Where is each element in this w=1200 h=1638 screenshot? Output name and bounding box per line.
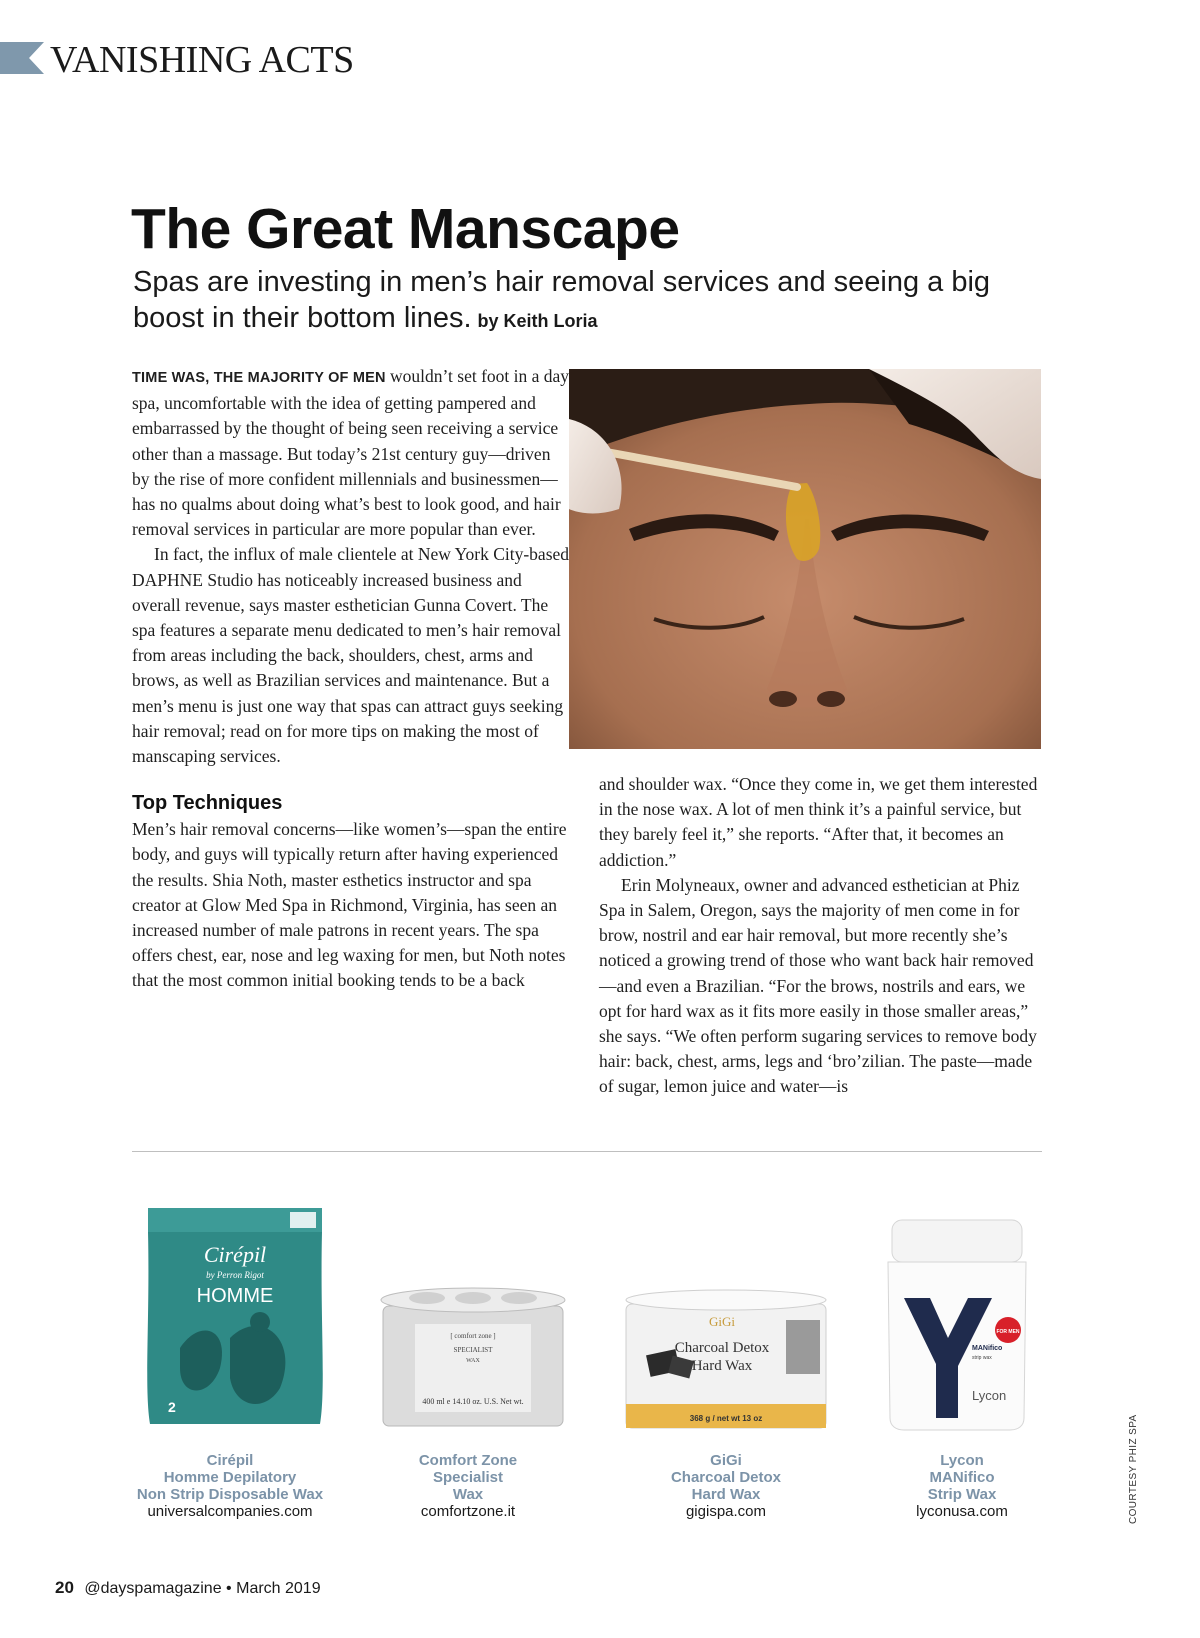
section-divider	[132, 1151, 1042, 1152]
section-header	[0, 39, 420, 81]
cirepil-package-brand: Cirépil	[203, 1242, 267, 1267]
caption-url-comfortzone: comfortzone.it	[420, 1503, 516, 1520]
section-tab-marker	[0, 42, 44, 74]
lycon-package-brand: Lycon	[972, 1388, 1007, 1403]
product-image-cirepil	[140, 1198, 330, 1428]
caption-name-line: GiGi	[710, 1452, 742, 1469]
comfort-zone-package-sub: WAX	[466, 1358, 480, 1364]
caption-gigi	[626, 1452, 826, 1520]
article-deck	[133, 264, 1063, 339]
comfort-zone-package-line: SPECIALIST	[453, 1346, 493, 1354]
lycon-package-sub: strip wax	[972, 1355, 992, 1361]
caption-url-lyconusa: lyconusa.com	[916, 1503, 1008, 1520]
caption-name-line: Hard Wax	[691, 1486, 761, 1503]
caption-name-line: Wax	[452, 1486, 484, 1503]
caption-comfort-zone	[368, 1452, 568, 1520]
body-column-left	[132, 364, 572, 994]
deck-text: Spas are investing in men’s hair removal services and seeing a big boost in their bottom lines.	[133, 266, 991, 334]
caption-url-universalcompanies: universalcompanies.com	[147, 1503, 313, 1520]
hero-photo-illustration	[569, 369, 1041, 749]
product-image-gigi	[622, 1286, 830, 1432]
hero-photo-eyebrow-waxing	[569, 369, 1041, 749]
paragraph-1	[132, 364, 572, 542]
paragraph-4: and shoulder wax. “Once they come in, we get them interested in the nose wax. A lot of men think it’s a painful service, but they barely feel it,” she reports. “After that, it becomes an addiction.”	[599, 774, 1038, 870]
cirepil-package-count: 2	[168, 1399, 176, 1415]
gigi-package-line2: Hard Wax	[691, 1358, 753, 1374]
caption-name-line: MANifico	[929, 1469, 995, 1486]
section-label: VANISHING ACTS	[50, 39, 354, 81]
cirepil-package-line: HOMME	[196, 1285, 274, 1307]
comfort-zone-package-brand: [ comfort zone ]	[450, 1332, 496, 1340]
page-footer	[55, 1578, 321, 1598]
paragraph-3: Men’s hair removal concerns—like women’s—span the entire body, and guys will typically return after having experienced the results. Shia Noth, master esthetics instructor and spa creator at Glow Med Spa in Richmond, Virginia, has seen an increased number of male patrons in recent years. The spa offers chest, ear, nose and leg waxing for men, but Noth notes that the most common initial booking tends to be a back	[132, 819, 567, 991]
caption-name-line: Cirépil	[206, 1452, 254, 1469]
caption-name-line: Strip Wax	[927, 1486, 997, 1503]
gigi-package-brand: GiGi	[709, 1314, 735, 1329]
caption-name-line: Homme Depilatory	[163, 1469, 297, 1486]
page-number: 20	[55, 1578, 74, 1597]
caption-name-line: Non Strip Disposable Wax	[136, 1486, 324, 1503]
caption-url-gigispa: gigispa.com	[685, 1503, 767, 1520]
byline: by Keith Loria	[477, 311, 598, 331]
lead-in: TIME WAS, THE MAJORITY OF MEN	[132, 370, 386, 386]
paragraph-1-text: wouldn’t set foot in a day spa, uncomfortable with the idea of getting pampered and embarrassed by the thought of being seen receiving a service other than a massage. But today’s 21st century guy—driven by the rise of more confident millennials and businessmen—has no qualms about doing what’s best to look good, and hair removal services in particular are more popular than ever.	[132, 366, 570, 540]
lycon-package-badge: FOR MEN	[996, 1329, 1020, 1335]
lycon-jar-illustration	[884, 1218, 1030, 1432]
gigi-package-line1: Charcoal Detox	[674, 1340, 770, 1356]
footer-separator: •	[226, 1580, 232, 1597]
cirepil-package-maker: by Perron Rigot	[206, 1270, 264, 1280]
comfort-zone-tin-illustration	[375, 1286, 571, 1432]
article-headline: The Great Manscape	[131, 197, 680, 261]
lycon-package-line: MANifico	[972, 1345, 1003, 1352]
caption-lycon	[862, 1452, 1062, 1520]
caption-name-line: Lycon	[940, 1452, 984, 1469]
cirepil-bag-illustration	[140, 1198, 330, 1428]
gigi-tin-illustration	[622, 1286, 830, 1432]
footer-handle: @dayspamagazine	[84, 1580, 222, 1597]
caption-name-line: Charcoal Detox	[670, 1469, 782, 1486]
body-column-right	[599, 772, 1039, 1100]
caption-cirepil	[120, 1452, 340, 1520]
subhead-top-techniques: Top Techniques	[132, 792, 283, 815]
product-image-comfort-zone	[375, 1286, 571, 1432]
product-image-lycon	[884, 1218, 1030, 1432]
caption-name-line: Comfort Zone	[418, 1452, 518, 1469]
footer-date: March 2019	[236, 1580, 321, 1597]
gigi-package-size: 368 g / net wt 13 oz	[689, 1414, 763, 1423]
caption-name-line: Specialist	[432, 1469, 504, 1486]
photo-credit: COURTESY PHIZ SPA	[1128, 1414, 1139, 1524]
paragraph-2: In fact, the influx of male clientele at New York City-based DAPHNE Studio has noticeably increased business and overall revenue, says master esthetician Gunna Covert. The spa features a separate menu dedicated to men’s hair removal from areas including the back, shoulders, chest, arms and brows, as well as Brazilian services and maintenance. But a men’s menu is just one way that spas can attract guys seeking hair removal; read on for more tips on making the most of manscaping services.	[132, 544, 570, 767]
comfort-zone-package-size: 400 ml e 14.10 oz. U.S. Net wt.	[422, 1397, 524, 1406]
paragraph-5: Erin Molyneaux, owner and advanced esthetician at Phiz Spa in Salem, Oregon, says the majority of men come in for brow, nostril and ear hair removal, but more recently she’s noticed a growing trend of those who want back hair removed—and even a Brazilian. “For the brows, nostrils and ears, we opt for hard wax as it fits more easily in those smaller areas,” she says. “We often perform sugaring services to remove body hair: back, chest, arms, legs and ‘bro’zilian. The paste—made of sugar, lemon juice and water—is	[599, 874, 1037, 1097]
